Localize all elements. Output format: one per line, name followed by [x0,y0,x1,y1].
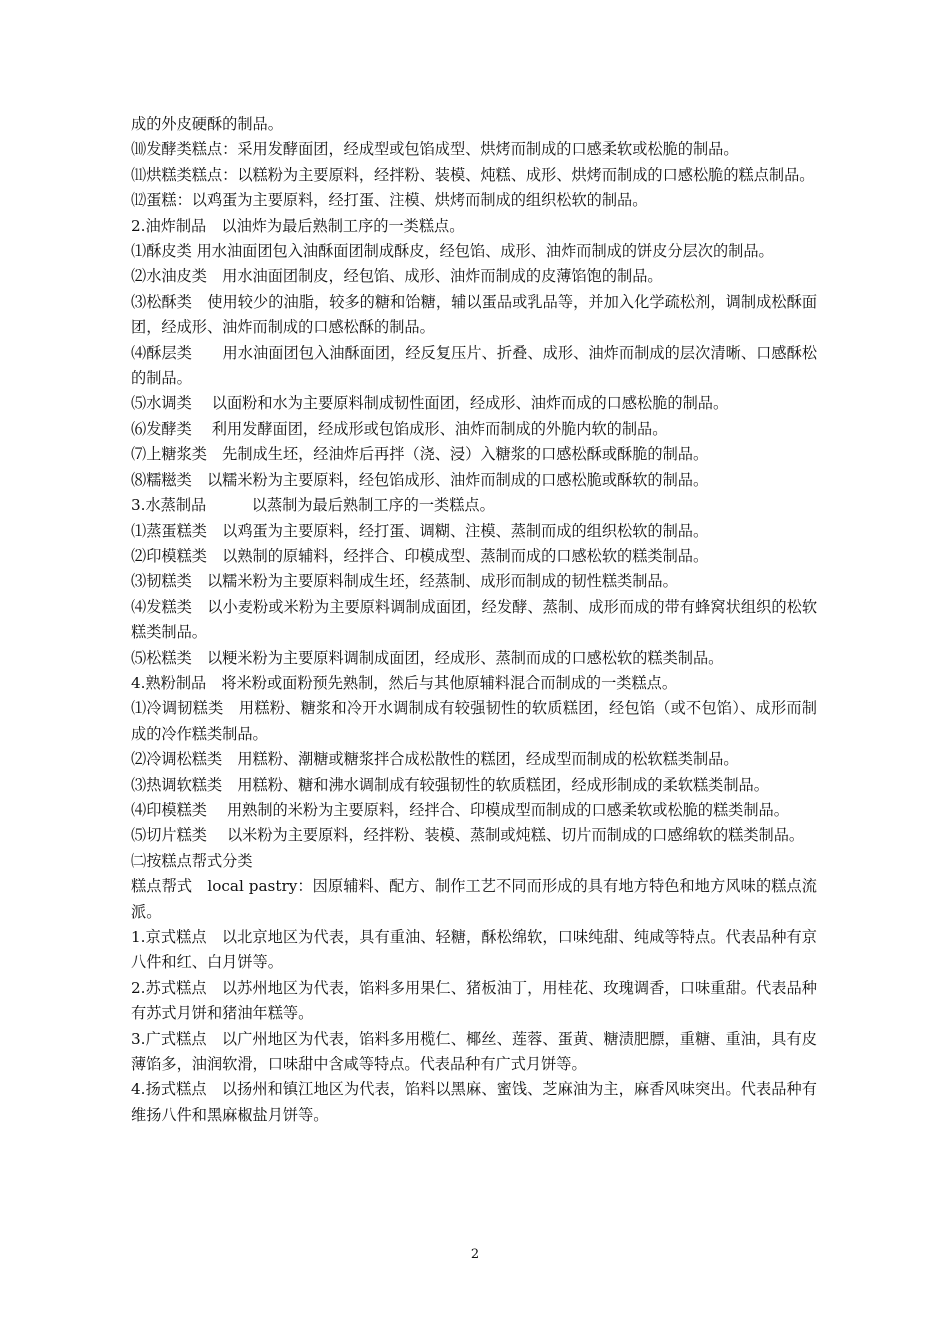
paragraph: ⑷酥层类 用水油面团包入油酥面团，经反复压片、折叠、成形、油炸而制成的层次清晰、口感酥松的制品。 [131,343,817,388]
paragraph: ⑿蛋糕：以鸡蛋为主要原料，经打蛋、注模、烘烤而制成的组织松软的制品。 [131,191,648,210]
paragraph: 成的外皮硬酥的制品。 [131,115,283,133]
paragraph: ⑸切片糕类 以米粉为主要原料，经拌粉、装模、蒸制或炖糕、切片而制成的口感绵软的糕类制品。 [131,826,805,845]
paragraph: ⑺上糖浆类 先制成生坯，经油炸后再拌（浇、浸）入糖浆的口感松酥或酥脆的制品。 [131,445,709,464]
paragraph: ⑶韧糕类 以糯米粉为主要原料制成生坯，经蒸制、成形而制成的韧性糕类制品。 [131,572,678,591]
paragraph: ⑷发糕类 以小麦粉或米粉为主要原料调制成面团，经发酵、蒸制、成形而成的带有蜂窝状组织的松软糕类制品。 [131,597,817,642]
paragraph: ⑸水调类 以面粉和水为主要原料制成韧性面团，经成形、油炸而成的口感松脆的制品。 [131,394,729,413]
paragraph: ⑾烘糕类糕点：以糕粉为主要原料，经拌粉、装模、炖糕、成形、烘烤而制成的口感松脆的糕点制品。 [131,165,815,184]
section-heading: 2.油炸制品 以油炸为最后熟制工序的一类糕点。 [131,216,465,235]
paragraph: ⑵冷调松糕类 用糕粉、潮糖或糖浆拌合成松散性的糕团，经成型而制成的松软糕类制品。 [131,750,739,769]
section-heading: 3.水蒸制品 以蒸制为最后熟制工序的一类糕点。 [131,496,495,515]
paragraph: 糕点帮式 local pastry：因原辅料、配方、制作工艺不同而形成的具有地方特色和地方风味的糕点流派。 [131,877,817,921]
paragraph: ⑵水油皮类 用水油面团制皮，经包馅、成形、油炸而制成的皮薄馅饱的制品。 [131,267,663,286]
paragraph: 4.扬式糕点 以扬州和镇江地区为代表，馅料以黑麻、蜜饯、芝麻油为主，麻香风味突出。代表品种有维扬八件和黑麻椒盐月饼等。 [131,1080,817,1124]
paragraph: ⑶松酥类 使用较少的油脂，较多的糖和饴糖，辅以蛋品或乳品等，并加入化学疏松剂，调制成松酥面团，经成形、油炸而制成的口感松酥的制品。 [131,292,817,337]
paragraph: 1.京式糕点 以北京地区为代表，具有重油、轻糖，酥松绵软，口味纯甜、纯咸等特点。代表品种有京八件和红、白月饼等。 [131,928,817,972]
paragraph: ⑹发酵类 利用发酵面团，经成形或包馅成形、油炸而制成的外脆内软的制品。 [131,419,668,438]
paragraph: ⑴蒸蛋糕类 以鸡蛋为主要原料，经打蛋、调糊、注模、蒸制而成的组织松软的制品。 [131,521,709,540]
paragraph: ⑴酥皮类 用水油面团包入油酥面团制成酥皮，经包馅、成形、油炸而制成的饼皮分层次的制品。 [131,242,774,261]
paragraph: ⑸松糕类 以粳米粉为主要原料调制成面团，经成形、蒸制而成的口感松软的糕类制品。 [131,648,724,667]
section-heading: ㈡按糕点帮式分类 [131,851,253,870]
paragraph: 2.苏式糕点 以苏州地区为代表，馅料多用果仁、猪板油丁，用桂花、玫瑰调香，口味重甜。代表品种有苏式月饼和猪油年糕等。 [131,978,817,1023]
paragraph: ⑴冷调韧糕类 用糕粉、糖浆和冷开水调制成有较强韧性的软质糕团，经包馅（或不包馅）、成形而制成的冷作糕类制品。 [131,699,817,743]
page-number: 2 [470,1247,480,1262]
paragraph: ⑶热调软糕类 用糕粉、糖和沸水调制成有较强韧性的软质糕团，经成形制成的柔软糕类制品。 [131,775,769,794]
paragraph: ⑷印模糕类 用熟制的米粉为主要原料，经拌合、印模成型而制成的口感柔软或松脆的糕类制品。 [131,800,789,819]
paragraph: 3.广式糕点 以广州地区为代表，馅料多用榄仁、椰丝、莲蓉、蛋黄、糖渍肥膘，重糖、重油，具有皮薄馅多，油润软滑，口味甜中含咸等特点。代表品种有广式月饼等。 [131,1029,817,1074]
section-heading: 4.熟粉制品 将米粉或面粉预先熟制，然后与其他原辅料混合而制成的一类糕点。 [131,673,678,692]
paragraph: ⑵印模糕类 以熟制的原辅料，经拌合、印模成型、蒸制而成的口感松软的糕类制品。 [131,546,709,565]
body-text [131,112,817,1128]
paragraph: ⑽发酵类糕点：采用发酵面团，经成型或包馅成型、烘烤而制成的口感柔软或松脆的制品。 [131,140,739,159]
paragraph: ⑻糯糍类 以糯米粉为主要原料，经包馅成形、油炸而制成的口感松脆或酥软的制品。 [131,470,709,489]
